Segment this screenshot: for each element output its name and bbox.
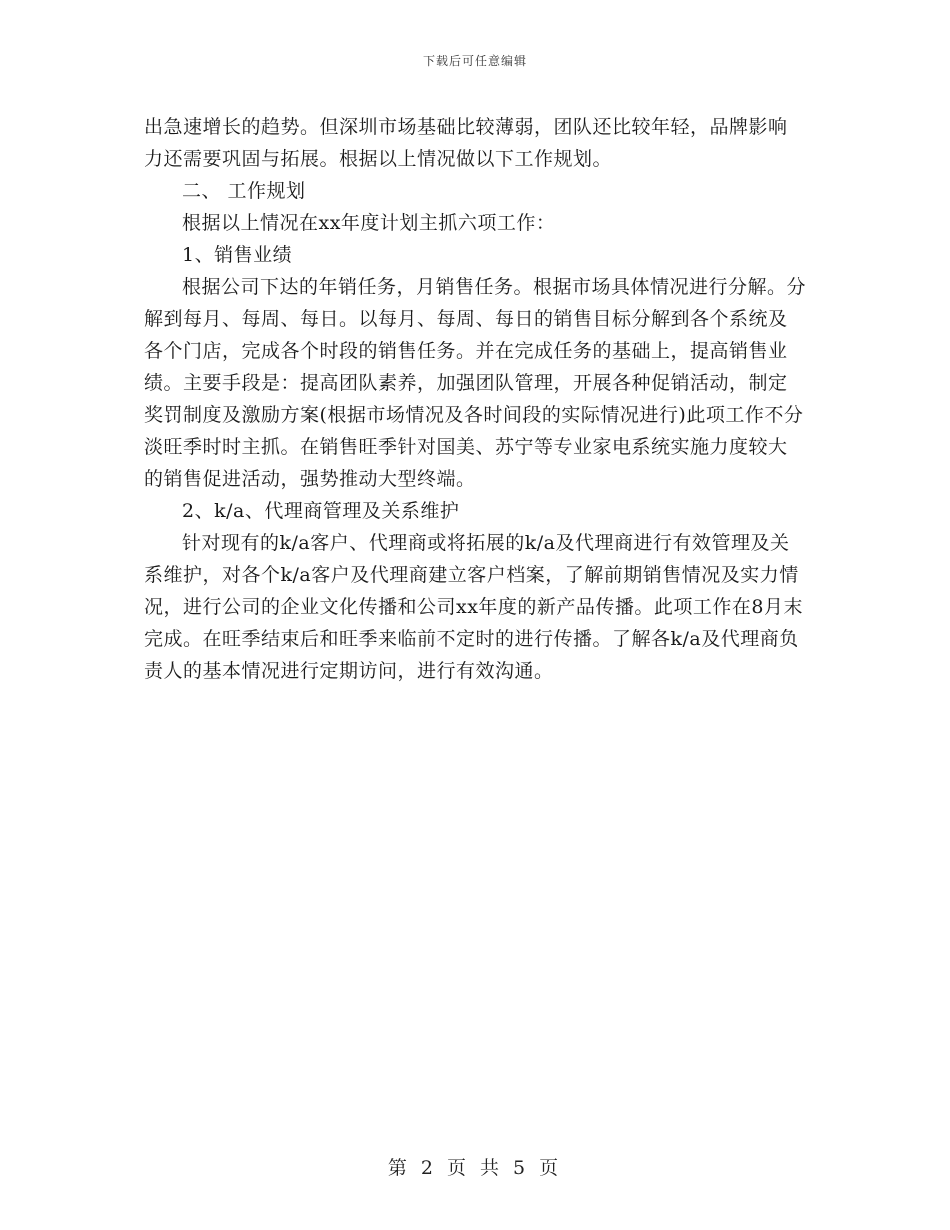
paragraph-ka-agent-management: 针对现有的k/a客户、代理商或将拓展的k/a及代理商进行有效管理及关系维护，对各个k/a客户及代理商建立客户档案，了解前期销售情况及实力情况，进行公司的企业文化传播和公司xx年度的新产品传播。此项工作在8月末完成。在旺季结束后和旺季来临前不定时的进行传播。了解各k/a及代理商负责人的基本情况进行定期访问，进行有效沟通。 — [144, 532, 804, 682]
subheading-ka-agent-management: 2、k/a、代理商管理及关系维护 — [182, 500, 460, 522]
paragraph-continuation: 出急速增长的趋势。但深圳市场基础比较薄弱，团队还比较年轻，品牌影响力还需要巩固与拓展。根据以上情况做以下工作规划。 — [144, 116, 788, 170]
page-header: 下载后可任意编辑 — [422, 54, 527, 68]
paragraph-intro: 根据以上情况在xx年度计划主抓六项工作： — [182, 212, 556, 234]
document-body — [144, 111, 806, 687]
paragraph-sales-performance: 根据公司下达的年销任务，月销售任务。根据市场具体情况进行分解。分解到每月、每周、每日。以每月、每周、每日的销售目标分解到各个系统及各个门店，完成各个时段的销售任务。并在完成任务的基础上，提高销售业绩。主要手段是：提高团队素养，加强团队管理，开展各种促销活动，制定奖罚制度及激励方案(根据市场情况及各时间段的实际情况进行)此项工作不分淡旺季时时主抓。在销售旺季针对国美、苏宁等专业家电系统实施力度较大的销售促进活动，强势推动大型终端。 — [144, 276, 807, 490]
section-heading-work-plan: 二、 工作规划 — [182, 180, 306, 202]
subheading-sales-performance: 1、销售业绩 — [182, 244, 293, 266]
page-number: 第 2 页 共 5 页 — [387, 1157, 563, 1179]
